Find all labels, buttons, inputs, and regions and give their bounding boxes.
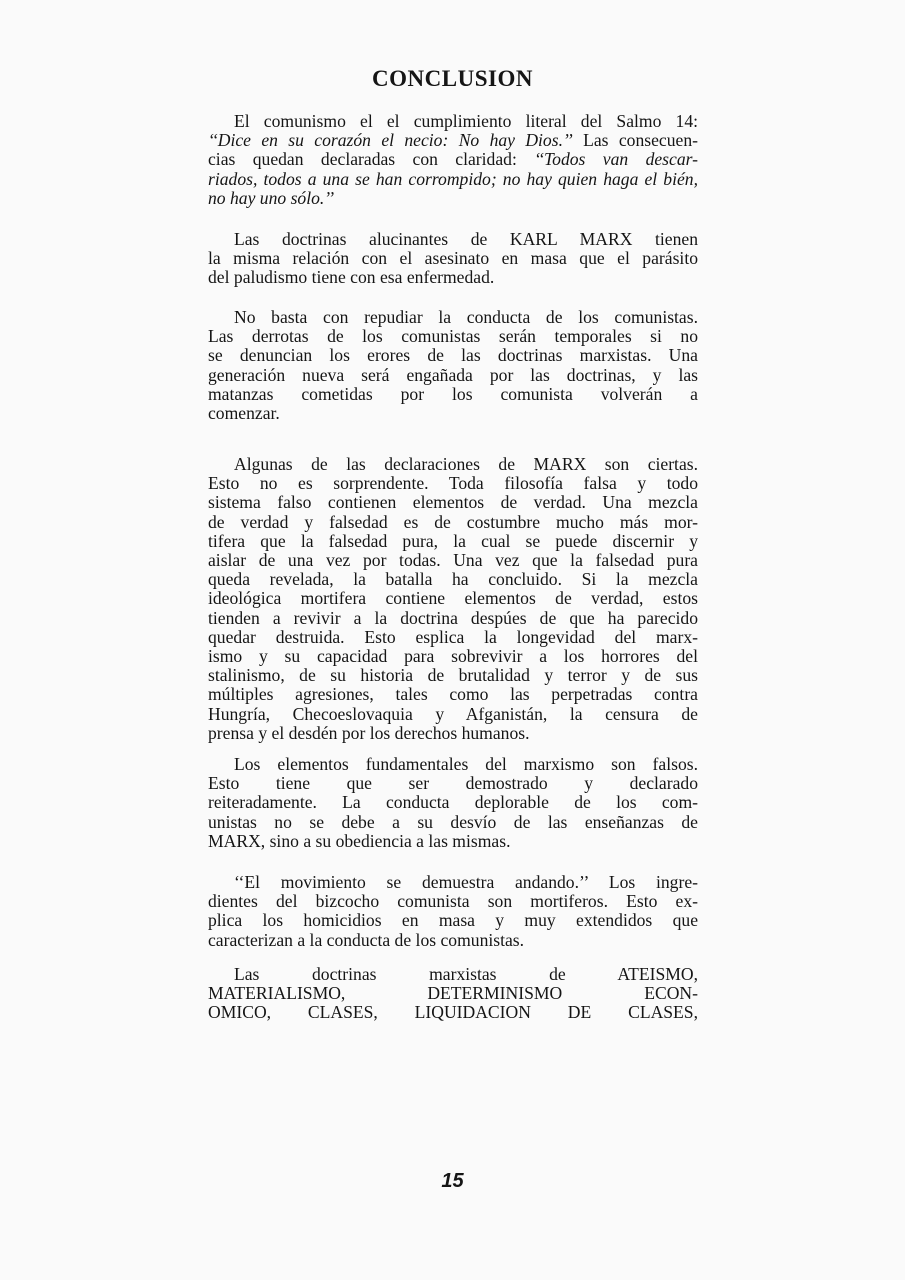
- paragraph: [208, 230, 698, 288]
- text-line: [208, 1003, 698, 1022]
- text-segment: comenzar.: [208, 403, 280, 424]
- text-segment: de verdad y falsedad es de costumbre mucho más mor-: [208, 511, 698, 532]
- text-segment: unistas no se debe a su desvío de las enseñanzas de: [208, 811, 698, 832]
- text-line: [208, 308, 698, 327]
- text-line: [208, 755, 698, 774]
- text-segment: aislar de una vez por todas. Una vez que la falsedad pura: [208, 550, 698, 571]
- text-segment: se denuncian los erores de las doctrinas marxistas. Una: [208, 345, 698, 366]
- text-line: [208, 984, 698, 1003]
- text-line: [208, 346, 698, 365]
- text-segment: Las doctrinas alucinantes de KARL MARX tienen: [234, 229, 698, 249]
- page-number: 15: [441, 1170, 464, 1192]
- text-line: [208, 493, 698, 512]
- text-segment: OMICO, CLASES, LIQUIDACION DE CLASES,: [208, 1002, 698, 1023]
- text-line: [208, 150, 698, 169]
- text-segment: tienden a revivir a la doctrina despúes de que ha parecido: [208, 607, 698, 628]
- text-segment: El comunismo el el cumplimiento literal del Salmo 14:: [234, 111, 698, 131]
- text-line: [208, 647, 698, 666]
- text-line: [208, 551, 698, 570]
- text-line: [208, 230, 698, 249]
- text-segment: No basta con repudiar la conducta de los comunistas.: [234, 307, 698, 327]
- paragraph: [208, 965, 698, 1023]
- italic-quote: ‘‘Dice en su corazón el necio: No hay Dios.’’: [208, 130, 573, 151]
- text-segment: del paludismo tiene con esa enfermedad.: [208, 267, 495, 288]
- text-segment: Los elementos fundamentales del marxismo son falsos.: [234, 754, 698, 774]
- italic-quote: riados, todos a una se han corrompido; no hay quien haga el bién,: [208, 168, 698, 189]
- text-segment: MATERIALISMO, DETERMINISMO ECON-: [208, 983, 698, 1004]
- text-line: [208, 366, 698, 385]
- text-line: [208, 892, 698, 911]
- text-segment: dientes del bizcocho comunista son mortiferos. Esto ex-: [208, 891, 698, 912]
- text-segment: Las doctrinas marxistas de ATEISMO,: [234, 964, 698, 984]
- text-line: [208, 170, 698, 189]
- text-segment: tifera que la falsedad pura, la cual se puede discernir y: [208, 530, 698, 551]
- text-line: [208, 189, 698, 208]
- text-segment: quedar destruida. Esto esplica la longevidad del marx-: [208, 626, 698, 647]
- text-line: [208, 931, 698, 950]
- italic-quote: no hay uno sólo.’’: [208, 187, 335, 208]
- paragraph: [208, 308, 698, 423]
- text-line: [208, 873, 698, 892]
- paragraph: [208, 873, 698, 950]
- text-segment: stalinismo, de su historia de brutalidad y terror y de sus: [208, 665, 698, 686]
- text-line: [208, 685, 698, 704]
- text-segment: Las derrotas de los comunistas serán temporales si no: [208, 326, 698, 347]
- text-segment: prensa y el desdén por los derechos humanos.: [208, 722, 530, 743]
- text-segment: matanzas cometidas por los comunista volverán a: [208, 383, 698, 404]
- text-line: [208, 532, 698, 551]
- text-line: [208, 609, 698, 628]
- text-line: [208, 570, 698, 589]
- text-segment: la misma relación con el asesinato en masa que el parásito: [208, 248, 698, 269]
- text-line: [208, 474, 698, 493]
- text-line: [208, 832, 698, 851]
- text-segment: caracterizan a la conducta de los comunistas.: [208, 929, 525, 950]
- paragraph: [208, 755, 698, 851]
- text-segment: Esto tiene que ser demostrado y declarado: [208, 773, 698, 794]
- text-segment: sistema falso contienen elementos de verdad. Una mezcla: [208, 492, 698, 513]
- text-segment: múltiples agresiones, tales como las perpetradas contra: [208, 684, 698, 705]
- text-line: [208, 774, 698, 793]
- text-line: [208, 628, 698, 647]
- text-segment: reiteradamente. La conducta deplorable de los com-: [208, 792, 698, 813]
- text-line: [208, 112, 698, 131]
- text-line: [208, 589, 698, 608]
- text-line: [208, 327, 698, 346]
- italic-quote: ‘‘Todos van descar-: [534, 149, 698, 170]
- text-segment: cias quedan declaradas con claridad:: [208, 149, 535, 170]
- text-segment: ismo y su capacidad para sobrevivir a los horrores del: [208, 646, 698, 667]
- text-segment: Esto no es sorprendente. Toda filosofía falsa y todo: [208, 473, 698, 494]
- text-segment: Algunas de las declaraciones de MARX son ciertas.: [234, 454, 698, 474]
- text-line: [208, 455, 698, 474]
- paragraph: [208, 455, 698, 743]
- text-line: [208, 268, 698, 287]
- text-segment: ideológica mortifera contiene elementos de verdad, estos: [208, 588, 698, 609]
- text-segment: queda revelada, la batalla ha concluido. Si la mezcla: [208, 569, 698, 590]
- text-line: [208, 813, 698, 832]
- text-segment: Las consecuen-: [572, 130, 698, 151]
- text-line: [208, 911, 698, 930]
- text-line: [208, 965, 698, 984]
- text-line: [208, 404, 698, 423]
- text-segment: Hungría, Checoeslovaquia y Afganistán, la censura de: [208, 703, 698, 724]
- text-line: [208, 793, 698, 812]
- text-line: [208, 513, 698, 532]
- text-line: [208, 249, 698, 268]
- text-line: [208, 385, 698, 404]
- page-title: CONCLUSION: [372, 66, 533, 91]
- paragraph: [208, 112, 698, 208]
- text-line: [208, 666, 698, 685]
- text-segment: MARX, sino a su obediencia a las mismas.: [208, 830, 511, 851]
- text-segment: ‘‘El movimiento se demuestra andando.’’ Los ingre-: [234, 872, 698, 892]
- text-segment: plica los homicidios en masa y muy extendidos que: [208, 910, 698, 931]
- text-line: [208, 724, 698, 743]
- text-line: [208, 705, 698, 724]
- text-line: [208, 131, 698, 150]
- text-segment: generación nueva será engañada por las doctrinas, y las: [208, 364, 698, 385]
